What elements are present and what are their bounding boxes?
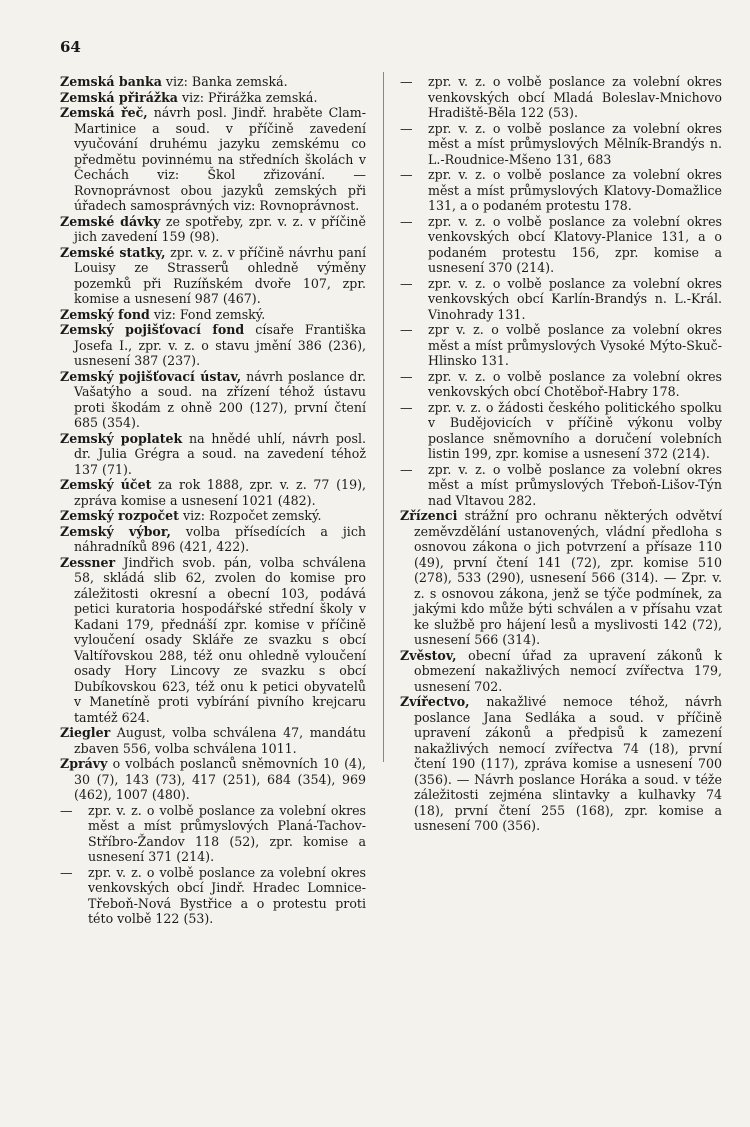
index-entry (60, 322, 366, 369)
entry-text: viz: Fond zemský. (149, 306, 266, 322)
entry-heading: Zprávy (60, 756, 108, 771)
entry-text: viz: Banka zemská. (161, 74, 288, 89)
entry-heading: Zemský výbor, (60, 523, 171, 539)
index-entry (60, 245, 366, 307)
entry-heading: Zemský fond (60, 306, 150, 322)
index-subentry (60, 803, 366, 865)
entry-heading: Zemská banka (60, 74, 162, 89)
index-entry (60, 74, 366, 90)
index-entry (60, 214, 366, 245)
index-entry (60, 307, 366, 323)
subentry-text: zpr. v. z. o volbě poslance za volební okres měst a míst průmyslových Mělník-Brandýs n. L.-Roudnice-Mšeno 131, 683 (428, 120, 722, 167)
index-entry (60, 725, 366, 756)
entry-heading: Zemské statky, (60, 244, 166, 260)
entry-text: císaře Františka Josefa I., zpr. v. z. o stavu jmění 386 (236), usnesení 387 (237). (74, 322, 366, 368)
entry-heading: Ziegler (60, 725, 111, 740)
subentry-dash: — (400, 461, 413, 477)
subentry-dash: — (400, 213, 413, 229)
subentry-dash: — (400, 275, 413, 291)
subentry-dash: — (400, 120, 413, 136)
subentry-text: zpr v. z. o volbě poslance za volební okres měst a míst průmyslových Vysoké Mýto-Skuč-Hlinsko 131. (428, 322, 722, 368)
subentry-text: zpr. v. z. o volbě poslance za volební okres venkovských obcí Jindř. Hradec Lomnice-Třeboň-Nová Bystřice a o protestu proti této volbě 122 (53). (88, 864, 366, 926)
entry-text: viz: Přirážka zemská. (177, 89, 318, 105)
index-entry (60, 508, 366, 524)
index-subentry (400, 369, 722, 400)
index-entry (60, 477, 366, 508)
subentry-dash: — (60, 864, 73, 880)
subentry-text: zpr. v. z. o volbě poslance za volební okres venkovských obcí Klatovy-Planice 131, a o podaném protestu 156, zpr. komise a usnesení 370 (214). (428, 213, 722, 275)
entry-text: obecní úřad za upravení zákonů k obmezení nakažlivých nemocí zvířectva 179, usnesení 702. (414, 647, 722, 694)
entry-heading: Zemská přirážka (60, 89, 178, 105)
index-subentry (400, 276, 722, 323)
index-entry (400, 648, 722, 695)
entry-text: návrh posl. Jindř. hraběte Clam-Martinice a soud. v příčině zavedení vyučování druhému jazyku zemskému co předmětu povinnému na středních školách v Čechách viz: Škol zřizování. — Rovnoprávnost obou jazyků zemských při úřadech samosprávných viz: Rovnoprávnost. (74, 105, 366, 213)
subentry-text: zpr. v. z. o volbě poslance za volební okres měst a míst průmyslových Klatovy-Domažlice 131, a o podaném protestu 178. (428, 167, 722, 213)
index-entry (60, 369, 366, 431)
right-column (400, 74, 722, 834)
entry-text: August, volba schválena 47, mandátu zbaven 556, volba schválena 1011. (74, 725, 366, 756)
entry-text: návrh poslance dr. Vašatýho a soud. na zřízení téhož ústavu proti škodám z ohně 200 (127), první čtení 685 (354). (74, 368, 366, 430)
entry-text: volba přísedících a jich náhradníků 896 (421, 422). (74, 523, 366, 554)
entry-heading: Zřízenci (400, 508, 458, 523)
index-subentry (400, 74, 722, 121)
index-entry (60, 756, 366, 803)
entry-heading: Zemský poplatek (60, 430, 183, 446)
entry-heading: Zemský pojišťovací ústav, (60, 368, 242, 384)
entry-heading: Zemská řeč, (60, 105, 148, 120)
entry-text: o volbách poslanců sněmovních 10 (4), 30 (7), 143 (73), 417 (251), 684 (354), 969 (462), 1007 (480). (74, 756, 366, 802)
entry-heading: Zemský pojišťovací fond (60, 322, 245, 337)
entry-heading: Zemský rozpočet (60, 508, 179, 523)
subentry-dash: — (400, 167, 413, 182)
entry-heading: Zvěstov, (400, 647, 457, 663)
entry-heading: Zvířectvo, (400, 694, 470, 709)
entry-text: strážní pro ochranu některých odvětví zeměvzdělání ustanovených, vládní předloha s osnovou zákona o jich potvrzení a přísaze 110 (49), první čtení 141 (72), zpr. komise 510 (278), 533 (290), usnesení 566 (314). — Zpr. v. z. s osnovou zákona, jenž se týče podmínek, za jakými kdo může býti schválen a v přísahu vzat ke službě pro hájení lesů a myslivosti 142 (72), usnesení 566 (314). (414, 508, 722, 647)
subentry-text: zpr. v. z. o volbě poslance za volební okres venkovských obcí Mladá Boleslav-Mnichovo Hradiště-Běla 122 (53). (428, 74, 722, 120)
index-subentry (400, 400, 722, 462)
index-subentry (60, 865, 366, 927)
column-divider (383, 72, 384, 762)
subentry-text: zpr. v. z. o volbě poslance za volební okres venkovských obcí Chotěboř-Habry 178. (428, 368, 722, 399)
subentry-dash: — (400, 74, 413, 89)
subentry-text: zpr. v. z. o volbě poslance za volební okres měst a míst průmyslových Třeboň-Lišov-Týn nad Vltavou 282. (428, 461, 722, 508)
index-entry (400, 508, 722, 648)
subentry-text: zpr. v. z. o žádosti českého politického spolku v Budějovicích v příčině výkonu volby poslance sněmovního a doručení volebních listin 199, zpr. komise a usnesení 372 (214). (428, 399, 722, 461)
page-number: 64 (60, 38, 81, 56)
subentry-dash: — (60, 802, 73, 818)
entry-text: Jindřich svob. pán, volba schválena 58, skládá slib 62, zvolen do komise pro záležitosti okresní a obecní 103, podává petici kuratoria hospodářské střední školy v Kadani 179, přednáší zpr. komise v příčině vyloučení osady Skláře ze svazku s obcí Valtířovskou 288, též onu ohledně vyloučení osady Hory Lincovy ze svazku s obcí Dubíkovskou 623, též onu k petici obyvatelů v Manetíně proti vybírání pivního krejcaru tamtéž 624. (74, 554, 366, 725)
index-entry (60, 90, 366, 106)
index-subentry (400, 121, 722, 168)
entry-heading: Zemský účet (60, 477, 152, 492)
entry-heading: Zessner (60, 554, 116, 570)
index-subentry (400, 214, 722, 276)
subentry-dash: — (400, 399, 413, 415)
entry-text: za rok 1888, zpr. v. z. 77 (19), zpráva komise a usnesení 1021 (482). (74, 477, 366, 508)
index-entry (60, 524, 366, 555)
entry-heading: Zemské dávky (60, 213, 161, 229)
entry-text: viz: Rozpočet zemský. (178, 508, 322, 523)
subentry-text: zpr. v. z. o volbě poslance za volební okres měst a míst průmyslových Planá-Tachov-Stříbro-Žandov 118 (52), zpr. komise a usnesení 371 (214). (88, 802, 366, 864)
entry-text: zpr. v. z. v příčině návrhu paní Louisy ze Strasserů ohledně výměny pozemků při Ruzíňském dvoře 107, zpr. komise a usnesení 987 (467). (74, 244, 366, 306)
entry-text: na hnědé uhlí, návrh posl. dr. Julia Grégra a soud. na zavedení téhož 137 (71). (74, 430, 367, 477)
index-subentry (400, 322, 722, 369)
index-subentry (400, 167, 722, 214)
index-subentry (400, 462, 722, 509)
entry-text: ze spotřeby, zpr. v. z. v příčině jich zavedení 159 (98). (74, 213, 366, 244)
subentry-dash: — (400, 368, 413, 384)
subentry-dash: — (400, 322, 413, 337)
left-column (60, 74, 366, 927)
entry-text: nakažlivé nemoce téhož, návrh poslance Jana Sedláka a soud. v příčině upravení zákonů a předpisů k zamezení nakažlivých nemocí zvířectva 74 (18), první čtení 190 (117), zpráva komise a usnesení 700 (356). — Návrh poslance Horáka a soud. v téže záležitosti zejména slintavky a kulhavky 74 (18), první čtení 255 (168), zpr. komise a usnesení 700 (356). (414, 694, 722, 833)
index-entry (400, 694, 722, 834)
subentry-text: zpr. v. z. o volbě poslance za volební okres venkovských obcí Karlín-Brandýs n. L.-Král. Vinohrady 131. (428, 275, 722, 322)
index-entry (60, 105, 366, 214)
index-entry (60, 431, 366, 478)
index-entry (60, 555, 366, 726)
